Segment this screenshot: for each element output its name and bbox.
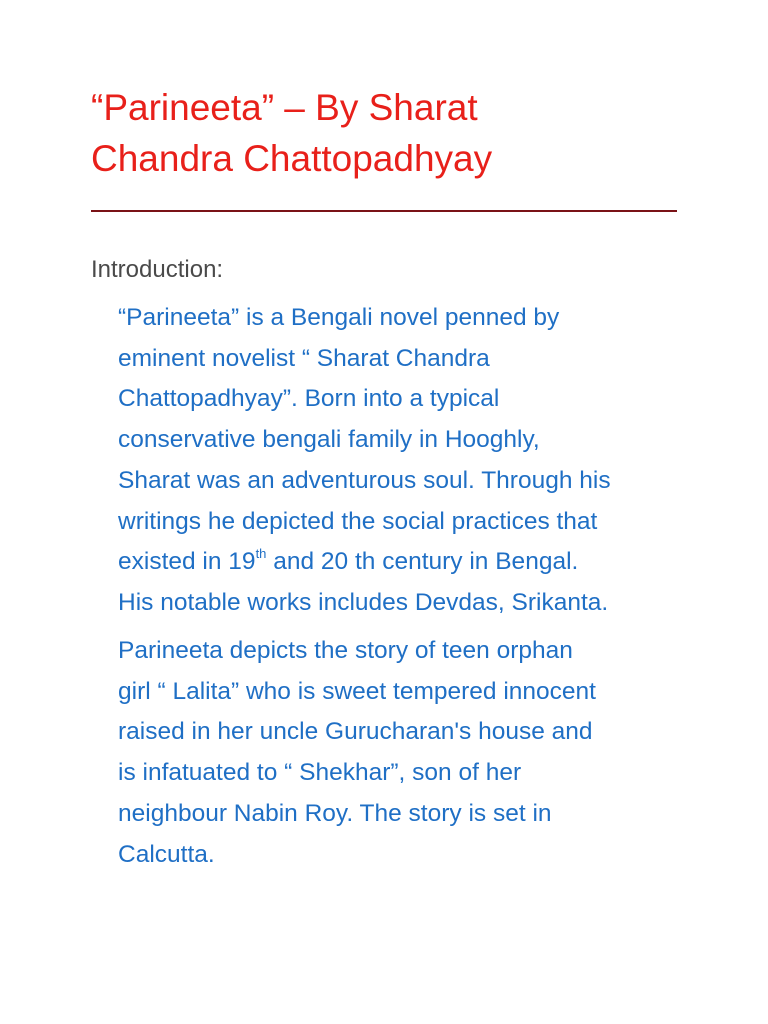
section-heading: Introduction: bbox=[91, 256, 224, 283]
paragraph-line: raised in her uncle Gurucharan's house and bbox=[118, 718, 593, 746]
paragraph-line: neighbour Nabin Roy. The story is set in bbox=[118, 799, 552, 827]
paragraph-line: His notable works includes Devdas, Srikanta. bbox=[118, 588, 609, 616]
document-title bbox=[91, 82, 691, 184]
paragraph-line: conservative bengali family in Hooghly, bbox=[118, 426, 540, 454]
intro-paragraph-2 bbox=[118, 631, 698, 875]
paragraph-line: girl “ Lalita” who is sweet tempered innocent bbox=[118, 677, 596, 705]
paragraph-line bbox=[118, 542, 698, 583]
title-line: “Parineeta” – By Sharat bbox=[91, 87, 478, 128]
paragraph-line: Sharat was an adventurous soul. Through his bbox=[118, 466, 611, 494]
paragraph-line: “Parineeta” is a Bengali novel penned by bbox=[118, 304, 560, 331]
paragraph-line: eminent novelist “ Sharat Chandra bbox=[118, 344, 490, 372]
paragraph-text: and 20 th century in Bengal. bbox=[266, 548, 579, 576]
paragraph-line: is infatuated to “ Shekhar”, son of her bbox=[118, 759, 522, 787]
paragraph-line: writings he depicted the social practices that bbox=[118, 507, 598, 535]
title-line: Chandra Chattopadhyay bbox=[91, 138, 493, 179]
paragraph-line: Parineeta depicts the story of teen orphan bbox=[118, 637, 573, 664]
superscript: th bbox=[255, 546, 267, 562]
paragraph-text: existed in 19 bbox=[118, 548, 256, 576]
paragraph-line: Calcutta. bbox=[118, 840, 215, 868]
intro-paragraph-1 bbox=[118, 298, 698, 624]
title-divider bbox=[91, 210, 677, 212]
paragraph-line: Chattopadhyay”. Born into a typical bbox=[118, 385, 500, 413]
